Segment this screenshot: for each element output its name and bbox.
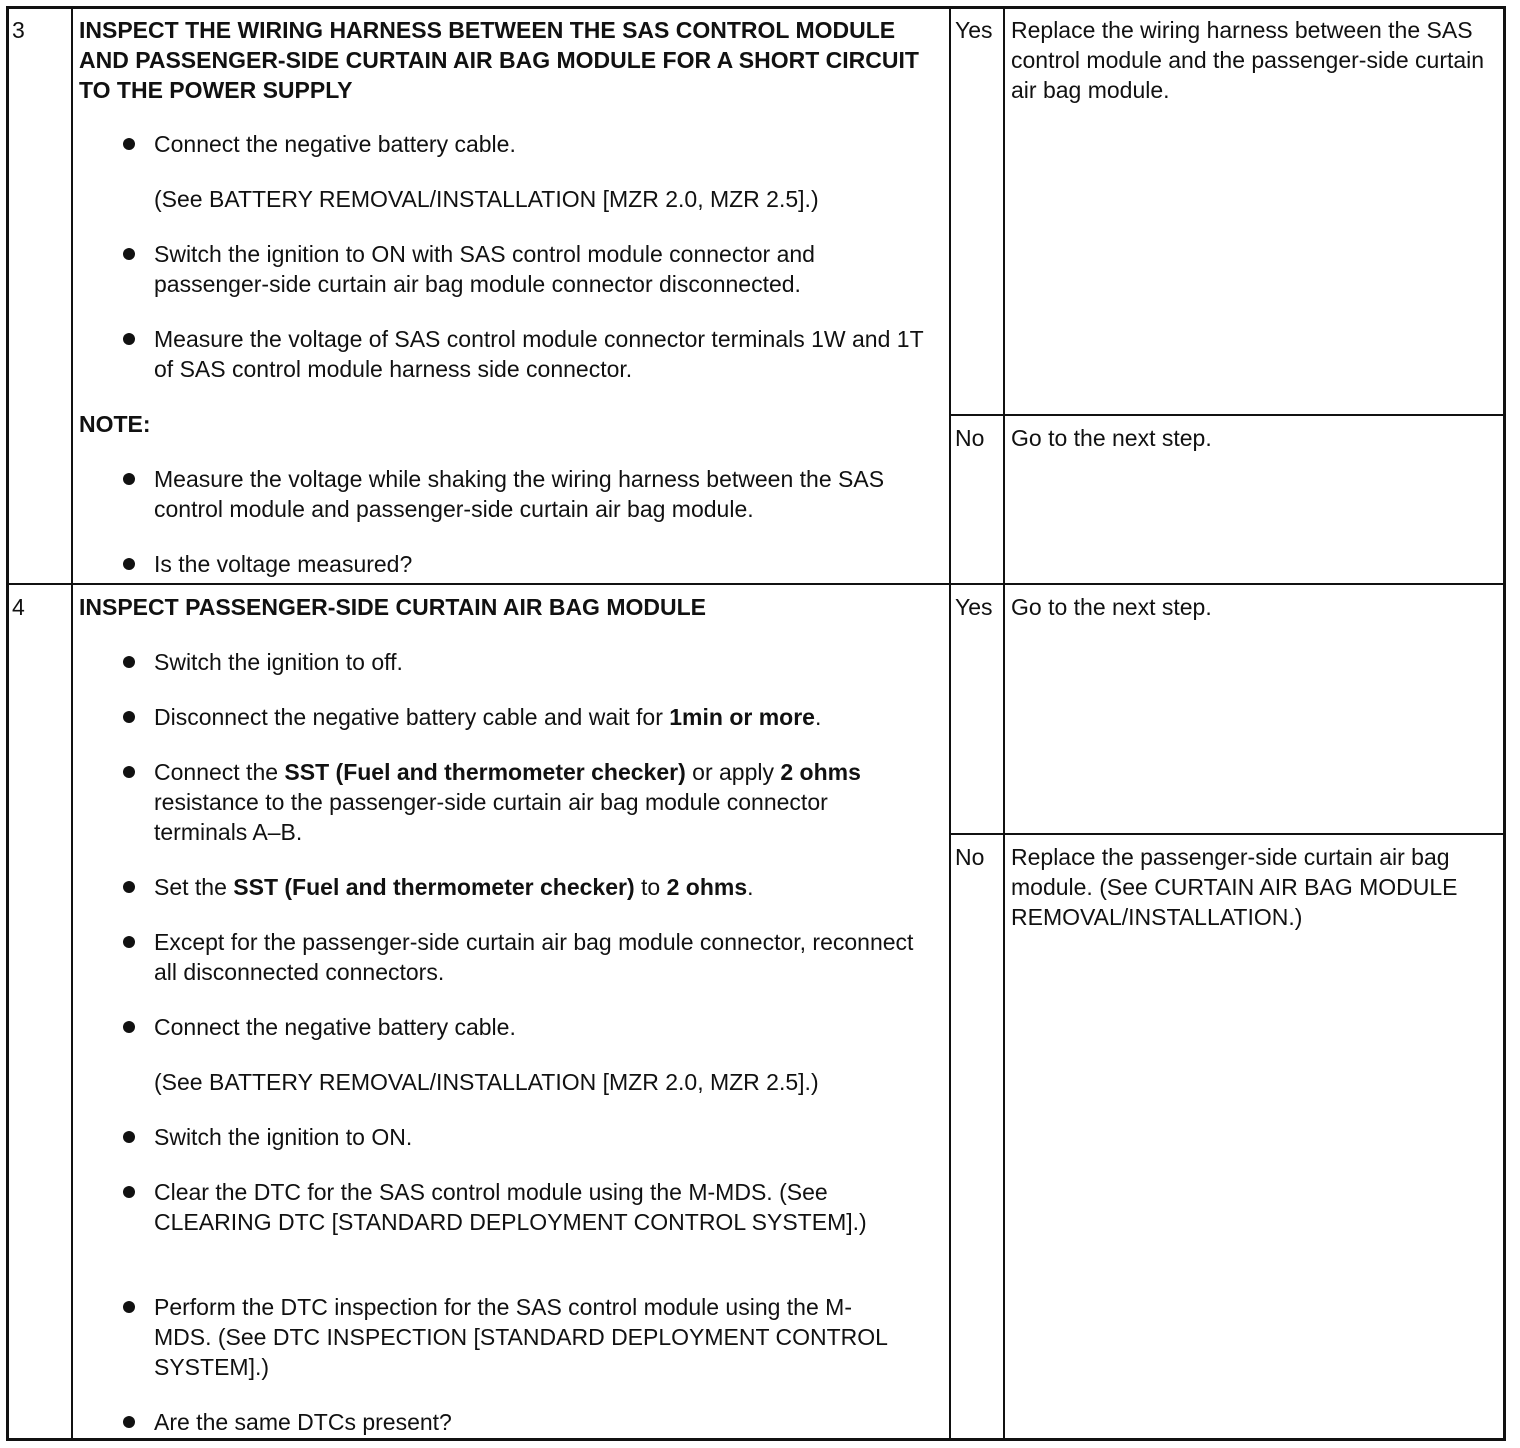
bullet-icon: [123, 248, 135, 260]
step-instruction: Except for the passenger-side curtain air bag module connector, reconnect all disconnected connectors.: [154, 929, 914, 985]
bullet-icon: [123, 656, 135, 668]
step-heading: INSPECT PASSENGER-SIDE CURTAIN AIR BAG MODULE: [79, 594, 706, 620]
bullet-icon: [123, 333, 135, 345]
reference-note: (See BATTERY REMOVAL/INSTALLATION [MZR 2.0, MZR 2.5].): [154, 1069, 819, 1095]
emphasis-text: 1min or more: [669, 704, 815, 730]
text-run: Disconnect the negative battery cable and wait for: [154, 704, 670, 730]
emphasis-text: SST (Fuel and thermometer checker): [284, 759, 686, 785]
step-instruction: Connect the negative battery cable.: [154, 131, 516, 157]
bullet-icon: [123, 473, 135, 485]
no-label: No: [955, 425, 985, 451]
step-instruction: Clear the DTC for the SAS control module using the M-MDS. (See CLEARING DTC [STANDARD DEPLOYMENT CONTROL SYSTEM].): [154, 1179, 867, 1235]
text-run: .: [814, 704, 822, 730]
text-run: or apply: [685, 759, 781, 785]
bullet-icon: [123, 711, 135, 723]
yes-label: Yes: [955, 17, 993, 43]
column-divider: [949, 9, 951, 1438]
step-instruction: Connect the negative battery cable.: [154, 1014, 516, 1040]
column-divider: [1003, 9, 1005, 1438]
bullet-icon: [123, 1301, 135, 1313]
emphasis-text: 2 ohms: [666, 874, 748, 900]
text-run: resistance to the passenger-side curtain air bag module connector terminals A–B.: [154, 789, 828, 845]
troubleshooting-table: [6, 6, 1506, 1441]
step-instruction: Measure the voltage of SAS control module connector terminals 1W and 1T of SAS control module harness side connector.: [154, 326, 924, 382]
reference-note: (See BATTERY REMOVAL/INSTALLATION [MZR 2.0, MZR 2.5].): [154, 186, 819, 212]
step-instruction: [154, 702, 924, 732]
bullet-icon: [123, 766, 135, 778]
step-instruction: Measure the voltage while shaking the wiring harness between the SAS control module and passenger-side curtain air bag module.: [154, 466, 885, 522]
row-divider: [9, 583, 1503, 585]
emphasis-text: SST (Fuel and thermometer checker): [233, 874, 635, 900]
bullet-icon: [123, 1186, 135, 1198]
no-label: No: [955, 844, 985, 870]
step-instruction: Perform the DTC inspection for the SAS control module using the M-MDS. (See DTC INSPECTION [STANDARD DEPLOYMENT CONTROL SYSTEM].): [154, 1294, 888, 1380]
no-action: Replace the passenger-side curtain air bag module. (See CURTAIN AIR BAG MODULE REMOVAL/INSTALLATION.): [1011, 844, 1458, 930]
yes-action: Replace the wiring harness between the SAS control module and the passenger-side curtain air bag module.: [1011, 17, 1485, 103]
bullet-icon: [123, 936, 135, 948]
step-question: Are the same DTCs present?: [154, 1409, 452, 1435]
bullet-icon: [123, 881, 135, 893]
yes-label: Yes: [955, 594, 993, 620]
emphasis-text: 2 ohms: [780, 759, 861, 785]
no-action: Go to the next step.: [1011, 425, 1212, 451]
step-instruction: [154, 872, 924, 902]
bullet-icon: [123, 138, 135, 150]
step-number: 3: [12, 17, 25, 43]
bullet-icon: [123, 1416, 135, 1428]
text-run: to: [634, 874, 667, 900]
text-run: .: [747, 874, 754, 900]
text-run: Connect the: [154, 759, 285, 785]
note-label: NOTE:: [79, 411, 151, 437]
step-question: Is the voltage measured?: [154, 551, 413, 577]
bullet-icon: [123, 1021, 135, 1033]
yes-no-divider: [949, 833, 1503, 835]
step-number: 4: [12, 594, 25, 620]
step-heading: INSPECT THE WIRING HARNESS BETWEEN THE SAS CONTROL MODULE AND PASSENGER-SIDE CURTAIN AIR BAG MODULE FOR A SHORT CIRCUIT TO THE POWER SUPPLY: [79, 17, 919, 103]
step-instruction: Switch the ignition to ON with SAS control module connector and passenger-side curtain air bag module connector disconnected.: [154, 241, 815, 297]
step-instruction: [154, 757, 869, 847]
column-divider: [71, 9, 73, 1438]
step-instruction: Switch the ignition to ON.: [154, 1124, 413, 1150]
yes-no-divider: [949, 414, 1503, 416]
bullet-icon: [123, 1131, 135, 1143]
bullet-icon: [123, 558, 135, 570]
yes-action: Go to the next step.: [1011, 594, 1212, 620]
step-instruction: Switch the ignition to off.: [154, 649, 403, 675]
text-run: Set the: [154, 874, 234, 900]
